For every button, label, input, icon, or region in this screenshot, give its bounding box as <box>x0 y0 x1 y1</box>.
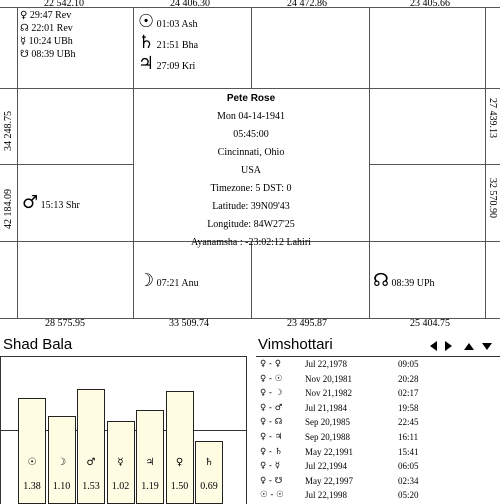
dasha-period: ☉ - ☉ <box>260 490 284 501</box>
planet-position: 08:39 UPh <box>391 278 435 289</box>
shad-bala-value: 1.50 <box>170 481 189 492</box>
saturn-icon: ♄ <box>138 32 155 53</box>
shad-bala-bar-saturn <box>195 441 223 504</box>
moon-icon: ☽ <box>57 457 66 468</box>
dasha-date: Sep 20,1985 <box>305 417 350 428</box>
house-bottom-second <box>138 271 199 293</box>
dasha-time: 20:28 <box>398 373 419 384</box>
planet-position: 10:24 UBh <box>28 36 73 47</box>
nav-controls <box>430 340 496 352</box>
bottom-value-4: 25 404.75 <box>410 318 450 329</box>
bottom-value-3: 23 495.87 <box>287 318 327 329</box>
latitude: Latitude: 39N09'43 <box>212 201 290 212</box>
dasha-period: ♀ - ☉ <box>260 373 283 384</box>
dasha-period: ♀ - ☽ <box>260 388 283 399</box>
dasha-row[interactable] <box>258 402 498 415</box>
planet-position: 01:03 Ash <box>156 19 198 30</box>
dasha-time: 06:05 <box>398 461 419 472</box>
planet-position: 29:47 Rev <box>29 10 72 21</box>
dasha-time: 15:41 <box>398 446 419 457</box>
mars-icon: ♂ <box>86 457 96 468</box>
arrow-up-icon[interactable] <box>464 343 474 350</box>
dasha-row[interactable] <box>258 358 498 371</box>
birth-city: Cincinnati, Ohio <box>217 147 285 158</box>
dasha-date: May 22,1997 <box>305 475 353 486</box>
dasha-time: 19:58 <box>398 402 419 413</box>
dasha-period: ♀ - ♄ <box>260 446 283 457</box>
top-value-3: 24 472.86 <box>287 0 327 9</box>
dasha-row[interactable] <box>258 373 498 386</box>
dasha-row[interactable] <box>258 416 498 429</box>
timezone: Timezone: 5 DST: 0 <box>210 183 292 194</box>
dasha-row[interactable] <box>258 460 498 473</box>
planet-position: 07:21 Anu <box>156 278 199 289</box>
house-left-lower <box>22 193 80 215</box>
vimshottari-divider <box>256 356 500 357</box>
moon-icon: ☽ <box>138 270 155 291</box>
vimshottari-title: Vimshottari <box>258 336 333 353</box>
dasha-row[interactable] <box>258 387 498 400</box>
mars-icon: ♂ <box>22 192 39 213</box>
shad-bala-bar-jupiter <box>136 410 164 504</box>
left-value-1: 34 248.75 <box>3 111 14 151</box>
dasha-row[interactable] <box>258 475 498 488</box>
planet-position: 21:51 Bha <box>156 40 199 51</box>
right-value-2: 32 570.90 <box>487 178 498 218</box>
ayanamsha: Ayanamsha : -23:02:12 Lahiri <box>191 237 311 248</box>
bottom-value-2: 33 509.74 <box>169 318 209 329</box>
shad-bala-value: 0.69 <box>200 481 218 492</box>
saturn-icon: ♄ <box>204 457 214 468</box>
venus-icon: ♀ <box>175 457 184 468</box>
dasha-time: 02:17 <box>398 388 419 399</box>
rahu-icon: ☊ <box>20 23 29 34</box>
shad-bala-value: 1.02 <box>111 481 130 492</box>
shad-bala-bar-sun <box>18 398 46 504</box>
shad-bala-bar-mars <box>77 389 105 504</box>
mercury-icon: ☿ <box>20 36 27 47</box>
dasha-period: ♀ - ♀ <box>260 359 281 369</box>
birth-country: USA <box>240 165 261 176</box>
arrow-left-icon[interactable] <box>430 341 437 351</box>
dasha-row[interactable] <box>258 446 498 459</box>
dasha-time: 05:20 <box>398 490 419 501</box>
jupiter-icon: ♃ <box>145 457 155 468</box>
arrow-down-icon[interactable] <box>482 343 492 350</box>
shad-bala-bar-moon <box>48 416 76 504</box>
dasha-period: ♀ - ♂ <box>260 402 283 413</box>
dasha-time: 16:11 <box>398 432 419 442</box>
birth-details <box>133 90 369 252</box>
dasha-date: Jul 22,1994 <box>305 461 348 472</box>
rahu-icon: ☊ <box>373 270 389 291</box>
ketu-icon: ☋ <box>20 49 29 60</box>
dasha-row[interactable] <box>258 431 498 444</box>
sun-icon: ☉ <box>27 457 37 468</box>
dasha-time: 22:45 <box>398 417 419 428</box>
shad-bala-value: 1.38 <box>23 481 41 492</box>
sun-icon: ☉ <box>138 11 155 32</box>
planet-position: 15:13 Shr <box>40 200 80 211</box>
dasha-date: Nov 20,1981 <box>305 373 352 384</box>
shad-bala-value: 1.19 <box>141 481 159 492</box>
jupiter-icon: ♃ <box>138 53 155 74</box>
person-name: Pete Rose <box>226 93 276 104</box>
shad-bala-bars <box>0 356 247 504</box>
dasha-row[interactable] <box>258 489 498 502</box>
shad-bala-title: Shad Bala <box>3 336 73 353</box>
shad-bala-value: 1.10 <box>52 481 71 492</box>
dasha-period: ♀ - ☋ <box>260 475 283 486</box>
planet-position: 22:01 Rev <box>31 23 73 34</box>
shad-bala-bar-mercury <box>107 421 135 504</box>
dasha-date: Sep 20,1988 <box>305 432 350 442</box>
top-value-1: 22 542.10 <box>44 0 84 9</box>
top-value-4: 23 405.66 <box>410 0 450 9</box>
planet-position: 27:09 Kri <box>156 61 196 72</box>
shad-bala-bar-venus <box>166 391 194 504</box>
dasha-period: ♀ - ♃ <box>260 432 283 442</box>
top-value-2: 24 406.30 <box>170 0 210 9</box>
arrow-right-icon[interactable] <box>445 341 452 351</box>
birth-time: 05:45:00 <box>233 129 269 140</box>
bottom-value-1: 28 575.95 <box>45 318 85 329</box>
dasha-date: May 22,1991 <box>305 446 353 457</box>
dasha-date: Jul 22,1998 <box>305 490 348 501</box>
dasha-period: ♀ - ☊ <box>260 417 283 428</box>
shad-bala-value: 1.53 <box>82 481 100 492</box>
planet-position: 08:39 UBh <box>31 49 76 60</box>
dasha-time: 09:05 <box>398 359 419 369</box>
right-value-1: 27 439.13 <box>487 98 498 138</box>
left-value-2: 42 184.09 <box>3 189 14 229</box>
dasha-time: 02:34 <box>398 475 419 486</box>
birth-date: Mon 04-14-1941 <box>216 111 286 122</box>
venus-icon: ♀ <box>20 10 28 21</box>
dasha-date: Jul 21,1984 <box>305 402 348 413</box>
dasha-period: ♀ - ☿ <box>260 461 280 472</box>
dasha-date: Jul 22,1978 <box>305 359 348 369</box>
longitude: Longitude: 84W27'25 <box>207 219 295 230</box>
house-bottom-third <box>373 271 435 293</box>
mercury-icon: ☿ <box>117 457 124 468</box>
dasha-date: Nov 21,1982 <box>305 388 352 399</box>
